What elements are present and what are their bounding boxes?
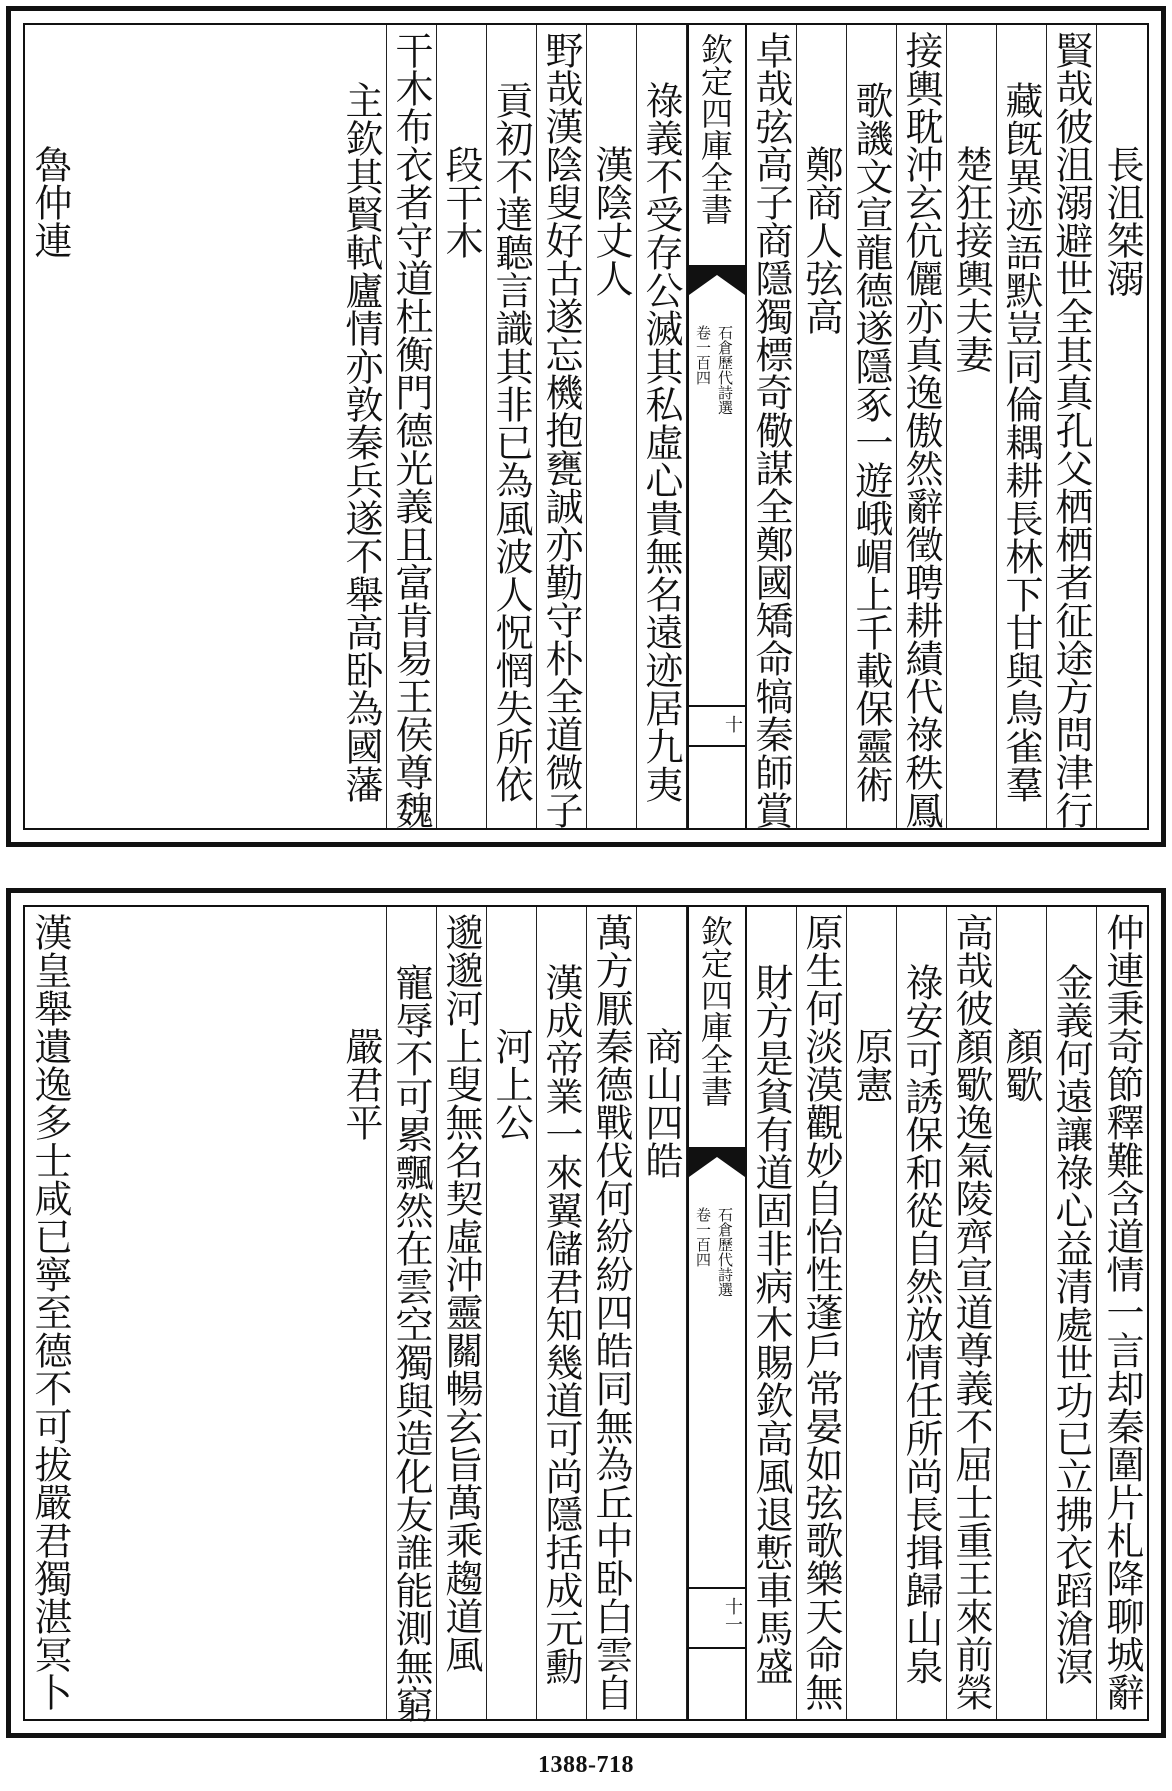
bottom-col-l2: 漢成帝業一來翼儲君知幾道可尚隱括成元勳 (537, 907, 587, 1719)
top-col-r1: 賢哉彼沮溺避世全其真孔父栖栖者征途方問津行 (1047, 25, 1097, 828)
top-page-text-area (23, 23, 1149, 830)
bottom-page-text-area (23, 905, 1149, 1721)
collection-name: 石倉歷代詩選 (716, 325, 734, 415)
top-col-l3: 貢初不達聽言識其非已為風波人怳惘失所依 (487, 25, 537, 828)
band-rule (689, 1587, 745, 1589)
book-title: 欽定四庫全書 (696, 33, 734, 225)
bottom-center-band (687, 907, 747, 1719)
top-center-band (687, 25, 747, 828)
bottom-col-r4: 祿安可誘保和從自然放情任所尚長揖歸山泉 (897, 907, 947, 1719)
bottom-col-l6: 嚴君平 (337, 907, 387, 1719)
top-col-l6: 主欽其賢軾廬情亦敦秦兵遂不舉高卧為國藩 (337, 25, 387, 828)
top-col-l0: 祿義不受存公滅其私虛心貴無名遠迹居九夷 (637, 25, 687, 828)
band-rule (689, 705, 745, 707)
top-col-l7: 魯仲連 (28, 145, 72, 259)
top-col-r0: 長沮桀溺 (1100, 145, 1144, 297)
bottom-col-r7: 財方是貧有道固非病木賜欽高風退慙車馬盛 (747, 907, 797, 1719)
top-col-l1: 漢陰丈人 (587, 25, 637, 828)
bottom-col-r2: 顏歜 (997, 907, 1047, 1719)
footer-page-code: 1388-718 (538, 1752, 634, 1778)
top-col-r7: 卓哉弦高子商隱獨標奇儆謀全鄭國矯命犒秦師賞 (747, 25, 797, 828)
top-col-r4: 接輿耽沖玄伉儷亦真逸傲然辭徵聘耕績代祿秩鳳 (897, 25, 947, 828)
top-col-r5: 歌譏文宣龍德遂隱豖一遊峨嵋上千載保靈術 (847, 25, 897, 828)
bottom-col-r5: 原憲 (847, 907, 897, 1719)
top-col-r3: 楚狂接輿夫妻 (947, 25, 997, 828)
page-number: 十一 (722, 1597, 743, 1633)
bottom-col-l4: 邈邈河上叟無名契虛沖靈關暢玄旨萬乘趨道風 (437, 907, 487, 1719)
top-col-l5: 干木布衣者守道杜衡門德光義且富肯易王侯尊魏 (387, 25, 437, 828)
fish-tail-mark-icon (689, 265, 745, 295)
bottom-col-l3: 河上公 (487, 907, 537, 1719)
bottom-col-l7: 漢皇舉遺逸多士咸已寧至德不可拔嚴君獨湛冥卜 (28, 913, 72, 1711)
band-rule (689, 745, 745, 747)
top-col-l4: 段干木 (437, 25, 487, 828)
volume-number: 卷一百四 (694, 1207, 712, 1267)
bottom-col-l1: 萬方厭秦德戰伐何紛紛四皓同無為丘中卧白雲自 (587, 907, 637, 1719)
collection-name: 石倉歷代詩選 (716, 1207, 734, 1297)
bottom-col-l0: 商山四皓 (637, 907, 687, 1719)
bottom-col-r3: 高哉彼顏歜逸氣陵齊宣道尊義不屈士重王來前榮 (947, 907, 997, 1719)
bottom-col-r1: 金義何遠讓祿心益清處世功已立拂衣蹈滄溟 (1047, 907, 1097, 1719)
fish-tail-mark-icon (689, 1147, 745, 1177)
band-rule (689, 1647, 745, 1649)
bottom-col-r0: 仲連秉奇節釋難含道情一言却秦圍片札降聊城辭 (1100, 913, 1144, 1711)
book-title: 欽定四庫全書 (696, 915, 734, 1107)
top-page (6, 6, 1166, 847)
bottom-col-l5: 寵辱不可累飄然在雲空獨與造化友誰能測無窮 (387, 907, 437, 1719)
top-col-r2: 藏旣異迹語默豈同倫耦耕長林下甘與鳥雀羣 (997, 25, 1047, 828)
top-col-l2: 野哉漢陰叟好古遂忘機抱甕誠亦勤守朴全道微子 (537, 25, 587, 828)
bottom-col-r6: 原生何淡漠觀妙自怡性蓬戶常晏如弦歌樂天命無 (797, 907, 847, 1719)
top-col-r6: 鄭商人弦高 (797, 25, 847, 828)
bottom-page (6, 888, 1166, 1738)
volume-number: 卷一百四 (694, 325, 712, 385)
page-number: 十 (722, 715, 743, 733)
